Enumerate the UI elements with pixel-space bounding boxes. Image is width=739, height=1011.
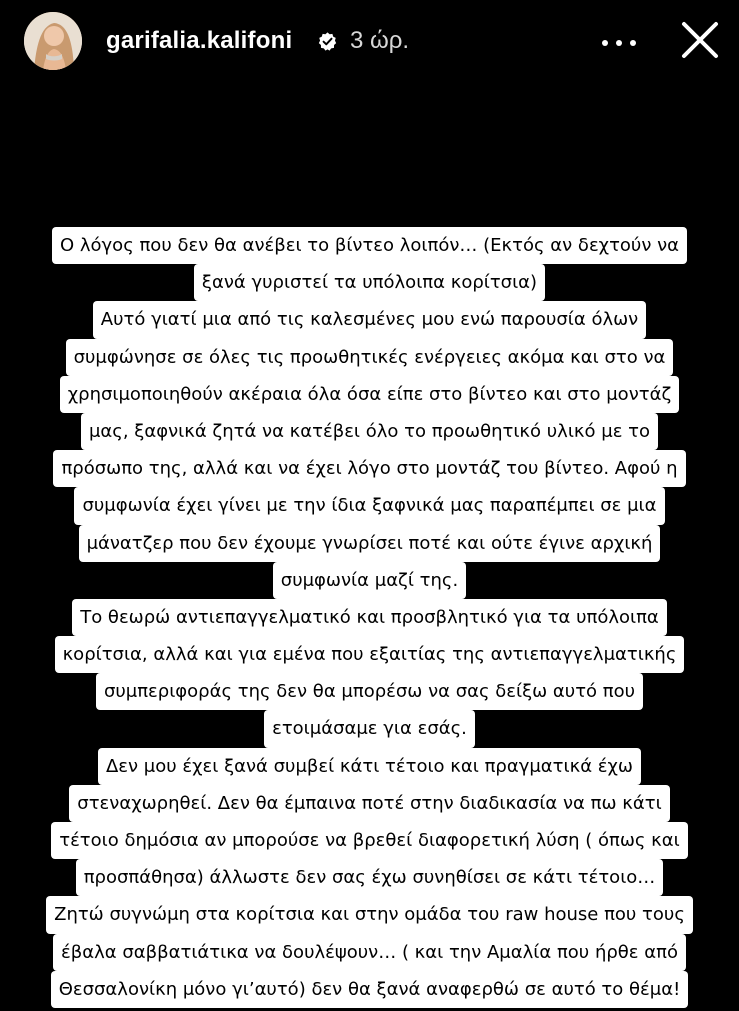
caption-line-12: κορίτσια, αλλά και για εμένα που εξαιτίας της αντιεπαγγελματικής: [55, 636, 685, 673]
caption-line-7: πρόσωπο της, αλλά και να έχει λόγο στο μοντάζ του βίντεο. Αφού η: [53, 450, 685, 487]
more-horizontal-icon: [630, 40, 636, 46]
caption-line-19: Ζητώ συγνώμη στα κορίτσια και στην ομάδα του raw house που τους: [46, 896, 693, 933]
more-horizontal-icon: [602, 40, 608, 46]
avatar-image: [24, 12, 82, 70]
caption-line-9: μάνατζερ που δεν έχουμε γνωρίσει ποτέ και ούτε έγινε αρχική: [79, 525, 661, 562]
caption-line-2: ξανά γυριστεί τα υπόλοιπα κορίτσια): [194, 264, 545, 301]
story-caption: [0, 227, 739, 1008]
caption-line-4: συμφώνησε σε όλες τις προωθητικές ενέργειες ακόμα και στο να: [66, 339, 674, 376]
caption-line-20: έβαλα σαββατιάτικα να δουλέψουν… ( και την Αμαλία που ήρθε από: [53, 934, 686, 971]
caption-line-16: στεναχωρηθεί. Δεν θα έμπαινα ποτέ στην διαδικασία να πω κάτι: [69, 785, 669, 822]
caption-line-14: ετοιμάσαμε για εσάς.: [264, 710, 475, 747]
caption-line-8: συμφωνία έχει γίνει με την ίδια ξαφνικά μας παραπέμπει σε μια: [74, 487, 664, 524]
caption-line-21: Θεσσαλονίκη μόνο γι’αυτό) δεν θα ξανά αναφερθώ σε αυτό το θέμα!: [51, 971, 689, 1008]
close-icon: [678, 18, 722, 62]
caption-line-17: τέτοιο δημόσια αν μπορούσε να βρεθεί διαφορετική λύση ( όπως και: [51, 822, 688, 859]
username[interactable]: garifalia.kalifoni: [106, 27, 293, 54]
timestamp: 3 ώρ.: [350, 27, 410, 54]
story-header: [0, 0, 739, 82]
caption-line-18: προσπάθησα) άλλωστε δεν σας έχω συνηθίσει σε κάτι τέτοιο…: [76, 859, 664, 896]
caption-line-3: Αυτό γιατί μια από τις καλεσμένες μου ενώ παρουσία όλων: [93, 301, 646, 338]
caption-line-6: μας, ξαφνικά ζητά να κατέβει όλο το προωθητικό υλικό με το: [81, 413, 658, 450]
caption-line-10: συμφωνία μαζί της.: [273, 562, 466, 599]
profile-avatar[interactable]: [24, 12, 82, 70]
more-options-button[interactable]: [598, 24, 640, 60]
caption-line-1: Ο λόγος που δεν θα ανέβει το βίντεο λοιπόν… (Εκτός αν δεχτούν να: [52, 227, 687, 264]
more-horizontal-icon: [616, 40, 622, 46]
caption-line-15: Δεν μου έχει ξανά συμβεί κάτι τέτοιο και πραγματικά έχω: [98, 748, 641, 785]
close-button[interactable]: [678, 18, 722, 62]
verified-badge-icon: [317, 31, 338, 52]
caption-line-5: χρησιμοποιηθούν ακέραια όλα όσα είπε στο βίντεο και στο μοντάζ: [60, 376, 680, 413]
caption-line-13: συμπεριφοράς της δεν θα μπορέσω να σας δείξω αυτό που: [96, 673, 643, 710]
caption-line-11: Το θεωρώ αντιεπαγγελματικό και προσβλητικό για τα υπόλοιπα: [72, 599, 667, 636]
